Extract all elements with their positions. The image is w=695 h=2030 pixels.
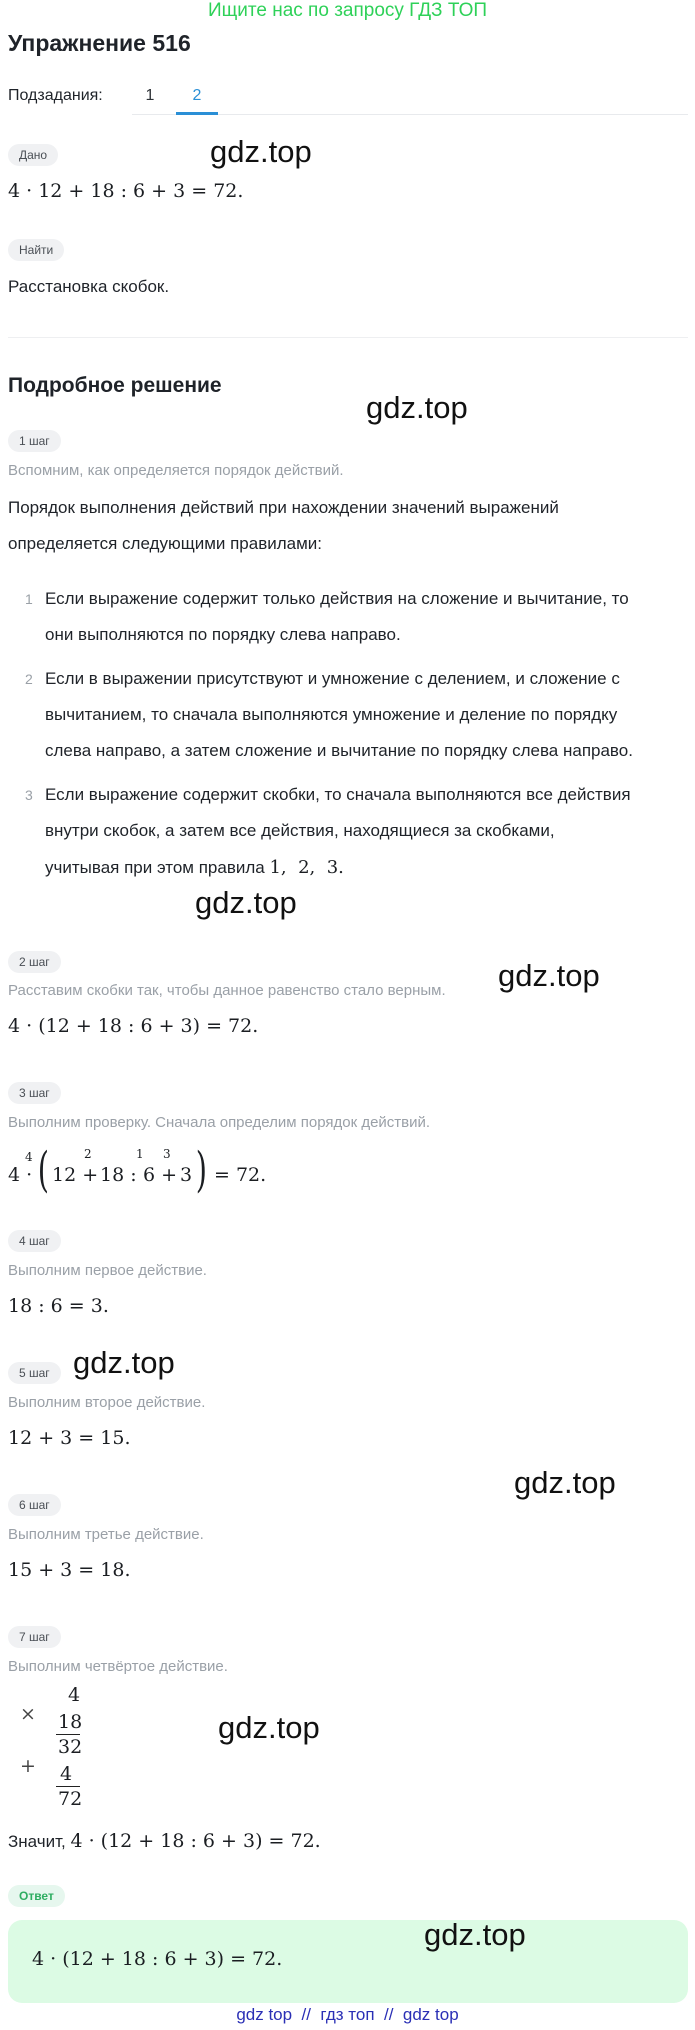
watermark: gdz.top [195,885,297,920]
step-3-part-d: 6 + [143,1164,178,1186]
order-mark-3: 3 [163,1147,171,1161]
answer-badge: Ответ [8,1885,65,1907]
order-mark-2: 2 [84,1147,92,1161]
step-3-expression [8,1140,408,1200]
find-badge: Найти [8,239,64,261]
step-1-badge: 1 шаг [8,430,61,452]
conclusion-prefix: Значит, [8,1832,71,1851]
tab-subtask-2[interactable]: 2 [192,87,202,104]
step-5-badge: 5 шаг [8,1362,61,1384]
step-2-badge: 2 шаг [8,951,61,973]
top-banner[interactable]: Ищите нас по запросу ГДЗ ТОП [207,0,488,21]
tab-subtask-1[interactable]: 1 [145,87,155,104]
step-1-hint: Вспомним, как определяется порядок действий. [8,462,344,479]
footer-links[interactable]: gdz top // гдз топ // gdz top [236,2005,459,2024]
step-2-expression: 4 · (12 + 18 : 6 + 3) = 72. [8,1015,259,1037]
step-6-expression: 15 + 3 = 18. [8,1559,131,1581]
rule-1-line1: Если выражение содержит только действия на сложение и вычитание, то [45,589,629,608]
rule-1-number: 1 [25,591,33,607]
step-4-badge: 4 шаг [8,1230,61,1252]
step-4-expression: 18 : 6 = 3. [8,1295,109,1317]
active-tab-indicator [176,112,218,115]
watermark: gdz.top [514,1465,616,1500]
product: 32 [58,1736,83,1758]
watermark: gdz.top [210,134,312,169]
plus-sign: + [20,1755,36,1777]
given-badge: Дано [8,144,58,166]
rule-2-line3: слева направо, а затем сложение и вычитание по порядку слева направо. [45,741,633,760]
sum: 72 [58,1788,83,1810]
step-3-tail: = 72. [214,1164,267,1186]
step-3-part-a: 4 · [8,1164,33,1186]
sum-line [56,1786,80,1787]
multiply-line [56,1734,80,1735]
step-6-hint: Выполним третье действие. [8,1526,204,1543]
step-3-part-e: 3 [180,1164,193,1186]
left-bracket: ( [37,1142,49,1198]
rule-2-number: 2 [25,671,33,687]
step-5-hint: Выполним второе действие. [8,1394,206,1411]
step-3-part-c: 18 : [100,1164,137,1186]
rule-3-line3-text: учитывая при этом правила [45,858,270,877]
step-5-expression: 12 + 3 = 15. [8,1427,131,1449]
watermark: gdz.top [366,390,468,425]
given-expression: 4 · 12 + 18 : 6 + 3 = 72. [8,180,244,202]
watermark: gdz.top [498,958,600,993]
conclusion [8,1830,321,1852]
addend: 4 [60,1763,73,1785]
watermark: gdz.top [73,1345,175,1380]
rule-1-line2: они выполняются по порядку слева направо. [45,625,401,644]
step-7-badge: 7 шаг [8,1626,61,1648]
answer-expression: 4 · (12 + 18 : 6 + 3) = 72. [32,1948,283,1970]
step-3-hint: Выполним проверку. Сначала определим порядок действий. [8,1114,431,1131]
order-mark-4: 4 [25,1150,33,1164]
multiply-sign: × [20,1703,36,1725]
multiplicand: 4 [68,1684,81,1706]
step-1-intro-line1: Порядок выполнения действий при нахождении значений выражений [8,498,559,517]
column-calculation [8,1684,98,1814]
step-2-hint: Расставим скобки так, чтобы данное равенство стало верным. [8,982,446,999]
watermark: gdz.top [424,1917,526,1952]
rule-3-number: 3 [25,787,33,803]
find-text: Расстановка скобок. [8,277,170,296]
watermark: gdz.top [218,1710,320,1745]
rule-2-line2: вычитанием, то сначала выполняются умножение и деление по порядку [45,705,618,724]
section-divider [8,337,688,338]
step-7-hint: Выполним четвёртое действие. [8,1658,228,1675]
multiplier: 18 [58,1711,83,1733]
rule-3-line3 [45,857,344,878]
right-bracket: ) [195,1142,207,1198]
rule-3-line2: внутри скобок, а затем все действия, находящиеся за скобками, [45,821,555,840]
rule-2-line1: Если в выражении присутствуют и умножение с делением, и сложение с [45,669,620,688]
step-1-intro-line2: определяется следующими правилами: [8,534,323,553]
rule-3-line1: Если выражение содержит скобки, то сначала выполняются все действия [45,785,631,804]
solution-title: Подробное решение [8,374,222,397]
step-3-part-b: 12 + [52,1164,99,1186]
step-6-badge: 6 шаг [8,1494,61,1516]
step-4-hint: Выполним первое действие. [8,1262,207,1279]
subtasks-label: Подзадания: [8,87,103,104]
page-title: Упражнение 516 [8,30,191,56]
conclusion-expression: 4 · (12 + 18 : 6 + 3) = 72. [70,1830,321,1852]
order-mark-1: 1 [136,1147,144,1161]
step-3-badge: 3 шаг [8,1082,61,1104]
rule-3-rule-numbers: 1, 2, 3. [269,857,344,878]
